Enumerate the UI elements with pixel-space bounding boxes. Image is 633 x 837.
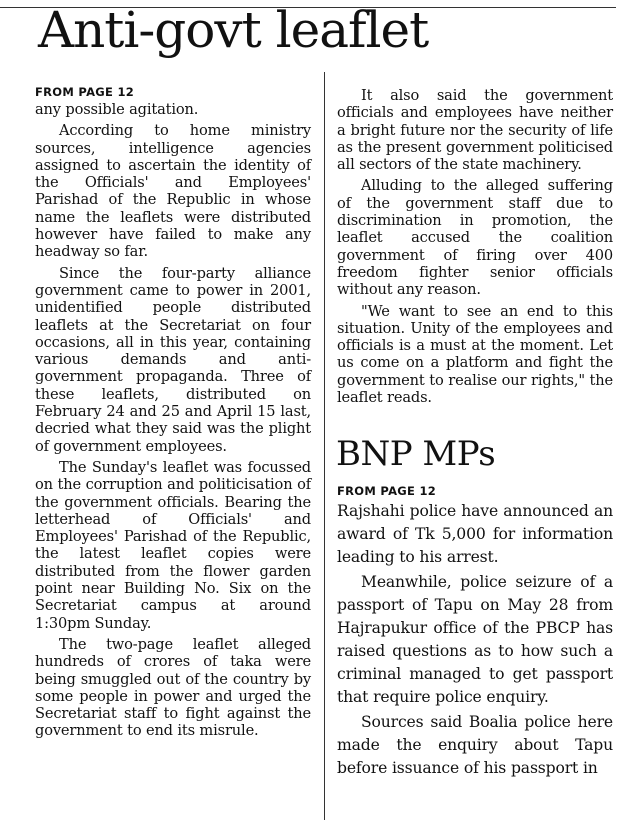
from-page-label: FROM PAGE 12 (337, 484, 437, 499)
headline: Anti-govt leaflet (38, 1, 429, 59)
right-column (337, 87, 613, 780)
column-divider (324, 72, 325, 820)
sub-headline: BNP MPs (336, 434, 496, 475)
left-column (35, 85, 311, 740)
paragraph: any possible agitation. (35, 101, 199, 118)
paragraph: The two-page leaflet alleged hundreds of crores of taka were being smuggled out of the country by some people in power and urged the Secretariat staff to fight against the government to end its misrule. (35, 635, 311, 740)
paragraph: Meanwhile, police seizure of a passport of Tapu on May 28 from Hajrapukur office of the PBCP has raised questions as to how such a criminal managed to get passport that require police enquiry. (337, 573, 613, 707)
second-story-body (337, 500, 613, 780)
paragraph: The Sunday's leaflet was focussed on the corruption and politicisation of the government officials. Bearing the letterhead of Officials' and Employees' Parishad of the Republic, the latest leaflet copies were distributed from the flower garden point near Building No. Six on the Secretariat campus at around 1:30pm Sunday. (35, 458, 311, 632)
paragraph: Sources said Boalia police here made the enquiry about Tapu before issuance of his passport in (337, 713, 613, 778)
paragraph: "We want to see an end to this situation. Unity of the employees and officials is a must at the moment. Let us come on a platform and fight the government to realise our rights," the leaflet reads. (337, 302, 613, 407)
paragraph: According to home ministry sources, intelligence agencies assigned to ascertain the identity of the Officials' and Employees' Parishad of the Republic in whose name the leaflets were distributed however have failed to make any headway so far. (35, 122, 311, 261)
from-page-label: FROM PAGE 12 (35, 85, 135, 99)
paragraph: Rajshahi police have announced an award of Tk 5,000 for information leading to his arrest. (337, 502, 613, 567)
paragraph: Since the four-party alliance government came to power in 2001, unidentified people distributed leaflets at the Secretariat on four occasions, all in this year, containing various demands and anti-government propaganda. Three of these leaflets, distributed on February 24 and 25 and April 15 last, decried what they said was the plight of government employees. (35, 264, 311, 455)
paragraph: It also said the government officials and employees have neither a bright future nor the security of life as the present government politicised all sectors of the state machinery. (337, 87, 613, 174)
paragraph: Alluding to the alleged suffering of the government staff due to discrimination in promotion, the leaflet accused the coalition government of firing over 400 freedom fighter senior officials without any reason. (337, 177, 613, 299)
